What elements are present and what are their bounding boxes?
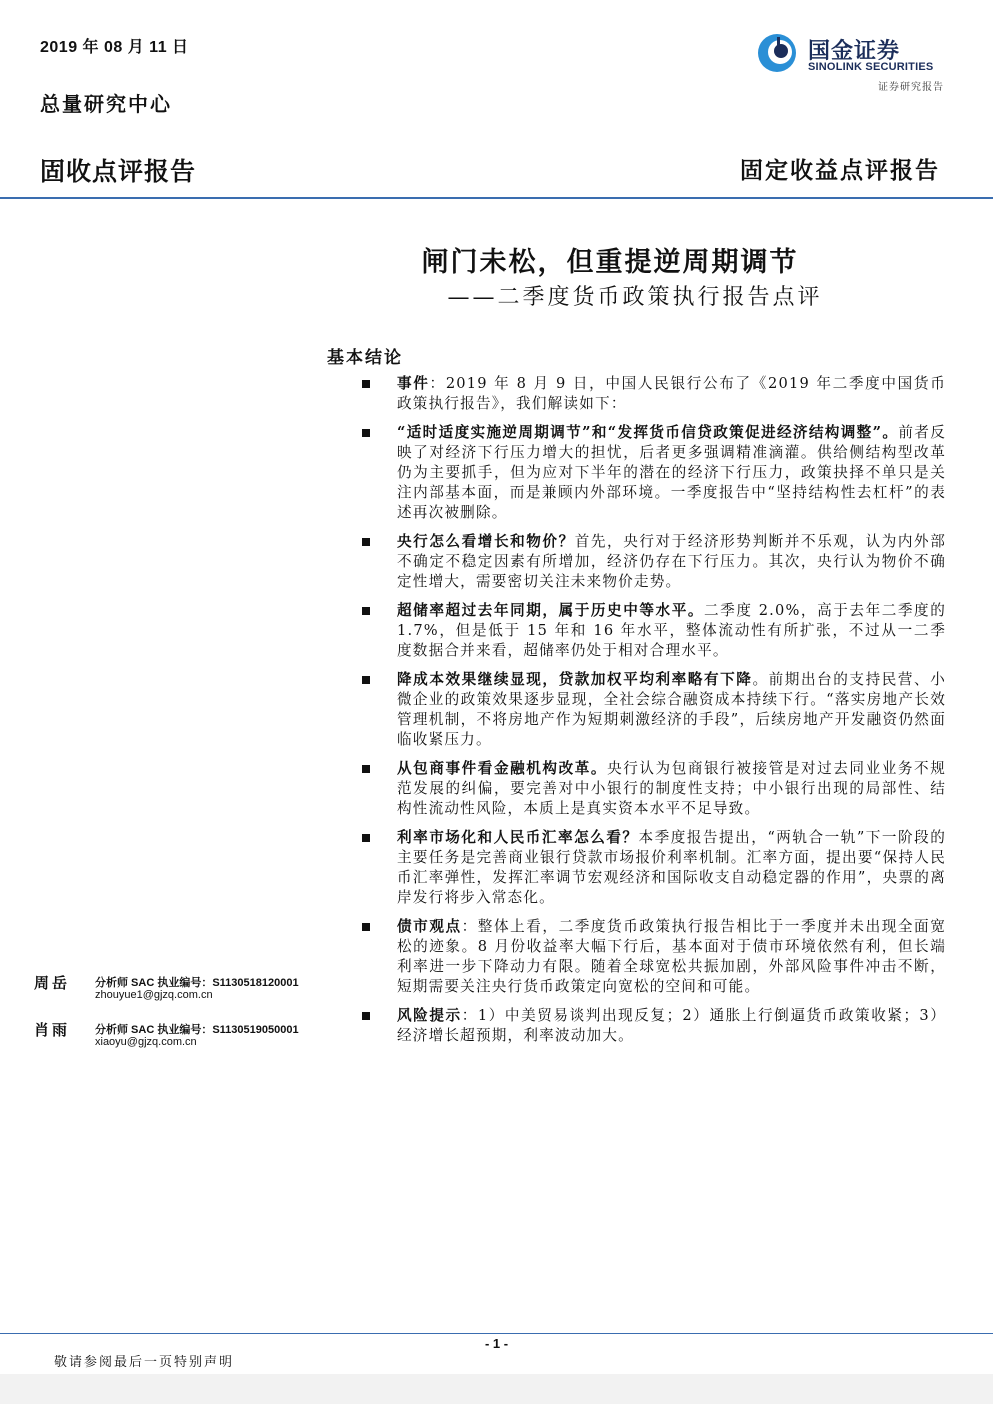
item-text: 二季度 2.0%，高于去年二季度的 1.7%，但是低于 15 年和 16 年水平，整体流动性有所扩张，不过从一二季度数据合并来看，超储率仍处于相对合理水平。 <box>397 602 946 659</box>
report-title: 闸门未松，但重提逆周期调节 <box>421 247 799 278</box>
analyst-cert: 分析师 SAC 执业编号：S1130519050001 <box>95 1024 299 1036</box>
conclusion-item <box>360 670 946 750</box>
analyst-name: 周岳 <box>34 974 71 992</box>
item-lead: 从包商事件看金融机构改革。 <box>397 760 608 777</box>
bullet-square-icon <box>362 923 370 931</box>
conclusion-item <box>360 532 946 592</box>
item-lead: “适时适度实施逆周期调节”和“发挥货币信贷政策促进经济结构调整”。 <box>397 424 899 441</box>
conclusion-item <box>360 423 946 523</box>
sinolink-logo-icon <box>756 32 798 74</box>
item-text: ：1）中美贸易谈判出现反复；2）通胀上行倒逼货币政策收紧；3）经济增长超预期，利率波动加大。 <box>397 1007 946 1044</box>
header-divider <box>0 197 993 199</box>
conclusion-list <box>360 374 946 1055</box>
item-lead: 超储率超过去年同期，属于历史中等水平。 <box>397 602 705 619</box>
item-text: 央行认为包商银行被接管是对过去同业业务不规范发展的纠偏，要完善对中小银行的制度性支持；中小银行出现的局部性、结构性流动性风险，本质上是真实资本水平不足导致。 <box>397 760 947 817</box>
bullet-square-icon <box>362 607 370 615</box>
conclusion-item <box>360 917 946 997</box>
item-lead: 债市观点 <box>397 918 462 935</box>
report-date: 2019 年 08 月 11 日 <box>40 39 189 56</box>
analyst-cert: 分析师 SAC 执业编号：S1130518120001 <box>95 977 299 989</box>
bullet-square-icon <box>362 538 370 546</box>
logo-chinese-name: 国金证券 <box>808 39 901 64</box>
research-center: 总量研究中心 <box>40 92 172 116</box>
bullet-square-icon <box>362 765 370 773</box>
item-text: 前者反映了对经济下行压力增大的担忧，后者更多强调精准滴灌。供给侧结构型改革仍为主要抓手，但为应对下半年的潜在的经济下行压力，政策抉择不单只是关注内部基本面，而是兼顾内外部环境。一季度报告中“坚持结构性去杠杆”的表述再次被删除。 <box>397 424 946 521</box>
analyst-email[interactable]: zhouyue1@gjzq.com.cn <box>95 989 213 1001</box>
bullet-square-icon <box>362 1012 370 1020</box>
disclaimer-note: 敬请参阅最后一页特别声明 <box>54 1355 235 1370</box>
conclusion-item <box>360 828 946 908</box>
conclusion-item <box>360 374 946 414</box>
item-text: ：整体上看，二季度货币政策执行报告相比于一季度并未出现全面宽松的迹象。8 月份收益率大幅下行后，基本面对于债市环境依然有利，但长端利率进一步下降动力有限。随着全球宽松共振加剧，外部风险事件冲击不断，短期需要关注央行货币政策定向宽松的空间和可能。 <box>397 918 946 995</box>
footer-band <box>0 1374 993 1404</box>
conclusion-item <box>360 759 946 819</box>
footer-divider <box>0 1333 993 1334</box>
report-subtitle: ——二季度货币政策执行报告点评 <box>447 285 823 310</box>
bullet-square-icon <box>362 429 370 437</box>
bullet-square-icon <box>362 834 370 842</box>
conclusion-item <box>360 1006 946 1046</box>
item-lead: 事件 <box>397 375 430 392</box>
item-text: 。前期出台的支持民营、小微企业的政策效果逐步显现，全社会综合融资成本持续下行。“落实房地产长效管理机制，不将房地产作为短期刺激经济的手段”，后续房地产开发融资仍然面临收紧压力。 <box>397 671 946 748</box>
item-lead: 利率市场化和人民币汇率怎么看？ <box>397 829 639 846</box>
item-lead: 降成本效果继续显现，贷款加权平均利率略有下降 <box>397 671 753 688</box>
report-type-right: 固定收益点评报告 <box>740 157 940 184</box>
conclusion-item <box>360 601 946 661</box>
item-text: 本季度报告提出，“两轨合一轨”下一阶段的主要任务是完善商业银行贷款市场报价利率机制。汇率方面，提出要“保持人民币汇率弹性，发挥汇率调节宏观经济和国际收支自动稳定器的作用”，央票的离岸发行将步入常态化。 <box>397 829 946 906</box>
bullet-square-icon <box>362 380 370 388</box>
analyst-email[interactable]: xiaoyu@gjzq.com.cn <box>95 1036 197 1048</box>
company-logo <box>756 32 946 92</box>
report-type-left: 固收点评报告 <box>40 157 197 186</box>
logo-english-name: SINOLINK SECURITIES <box>808 61 934 73</box>
item-text: ：2019 年 8 月 9 日，中国人民银行公布了《2019 年二季度中国货币政策执行报告》，我们解读如下： <box>397 375 946 412</box>
item-lead: 风险提示 <box>397 1007 462 1024</box>
item-text: 首先，央行对于经济形势判断并不乐观，认为内外部不确定不稳定因素有所增加，经济仍存在下行压力。其次，央行认为物价不确定性增大，需要密切关注未来物价走势。 <box>397 533 946 590</box>
logo-subtitle: 证券研究报告 <box>878 82 944 93</box>
analyst-name: 肖雨 <box>34 1021 71 1039</box>
page-number: - 1 - <box>484 1336 509 1351</box>
bullet-square-icon <box>362 676 370 684</box>
section-heading: 基本结论 <box>327 348 403 368</box>
item-lead: 央行怎么看增长和物价？ <box>397 533 575 550</box>
